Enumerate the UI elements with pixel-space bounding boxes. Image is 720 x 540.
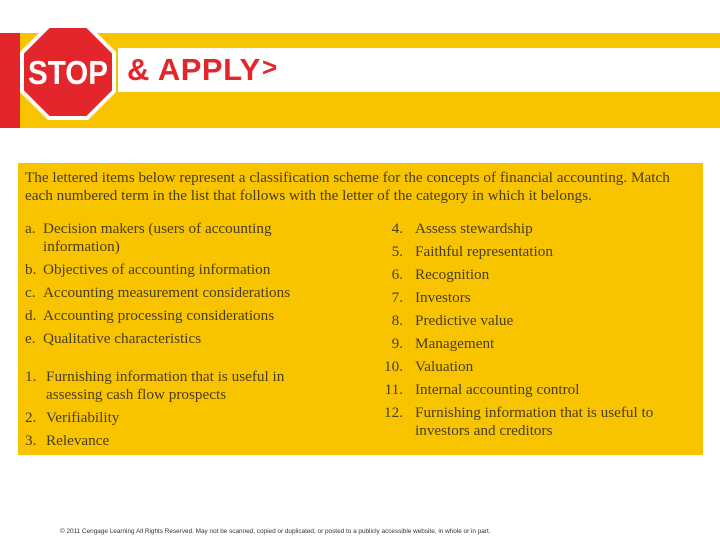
list-marker: a. (25, 220, 36, 237)
list-item (381, 358, 653, 376)
list-marker: 11. (384, 381, 403, 398)
list-text: Accounting measurement considerations (43, 284, 291, 301)
list-item (381, 266, 653, 284)
list-text: Management (415, 335, 495, 352)
chevron-right-icon: > (262, 52, 278, 82)
list-item (25, 368, 284, 404)
list-marker: c. (25, 284, 36, 301)
list-marker: 10. (384, 358, 403, 375)
list-marker: 2. (25, 409, 37, 426)
exercise-instructions: The lettered items below represent a classification scheme for the concepts of financial accounting. Match each numbered term in the list that follows with the letter of the category in which it belongs. (25, 169, 670, 204)
term-list-left (25, 368, 284, 455)
list-text: Furnishing information that is useful in (46, 368, 285, 385)
list-marker: b. (25, 261, 37, 278)
list-marker: 1. (25, 368, 37, 385)
list-marker: 8. (391, 312, 403, 329)
list-item (25, 330, 290, 348)
list-text: Investors (415, 289, 471, 306)
list-text: Relevance (46, 432, 110, 449)
list-marker: e. (25, 330, 36, 347)
category-list (25, 220, 290, 353)
stop-sign-text: STOP (28, 54, 108, 91)
list-text: Furnishing information that is useful to (415, 404, 654, 421)
list-text-continued: information) (43, 238, 120, 255)
list-item (381, 312, 653, 330)
list-marker: 9. (391, 335, 403, 352)
list-item (381, 335, 653, 353)
list-marker: 7. (391, 289, 403, 306)
copyright-footer: © 2011 Cengage Learning All Rights Reserved. May not be scanned, copied or duplicated, or posted to a publicly accessible website, in whole or in part. (60, 528, 491, 535)
list-item (381, 381, 653, 399)
list-item (25, 220, 290, 256)
list-item (381, 404, 653, 440)
list-text: Accounting processing considerations (43, 307, 275, 324)
list-item (25, 409, 284, 427)
stop-sign-icon (18, 22, 118, 122)
list-item (25, 432, 284, 450)
list-marker: 6. (391, 266, 403, 283)
list-text: Internal accounting control (415, 381, 580, 398)
list-text: Recognition (415, 266, 490, 283)
exercise-panel (18, 163, 703, 455)
list-text: Faithful representation (415, 243, 553, 260)
list-text: Assess stewardship (415, 220, 533, 237)
list-text: Objectives of accounting information (43, 261, 271, 278)
list-marker: d. (25, 307, 37, 324)
list-marker: 5. (391, 243, 403, 260)
term-list-right (381, 220, 653, 445)
list-text: Qualitative characteristics (43, 330, 202, 347)
list-item (381, 289, 653, 307)
list-text: Decision makers (users of accounting (43, 220, 272, 237)
page-title: & APPLY (127, 52, 261, 87)
list-text-continued: assessing cash flow prospects (46, 386, 227, 403)
list-marker: 3. (25, 432, 37, 449)
list-text: Verifiability (46, 409, 120, 426)
list-text-continued: investors and creditors (415, 422, 553, 439)
list-marker: 12. (384, 404, 403, 421)
list-item (381, 220, 653, 238)
list-text: Valuation (415, 358, 474, 375)
list-item (25, 261, 290, 279)
header-red-block (0, 33, 20, 128)
list-item (381, 243, 653, 261)
list-marker: 4. (391, 220, 403, 237)
list-item (25, 284, 290, 302)
list-item (25, 307, 290, 325)
list-text: Predictive value (415, 312, 514, 329)
